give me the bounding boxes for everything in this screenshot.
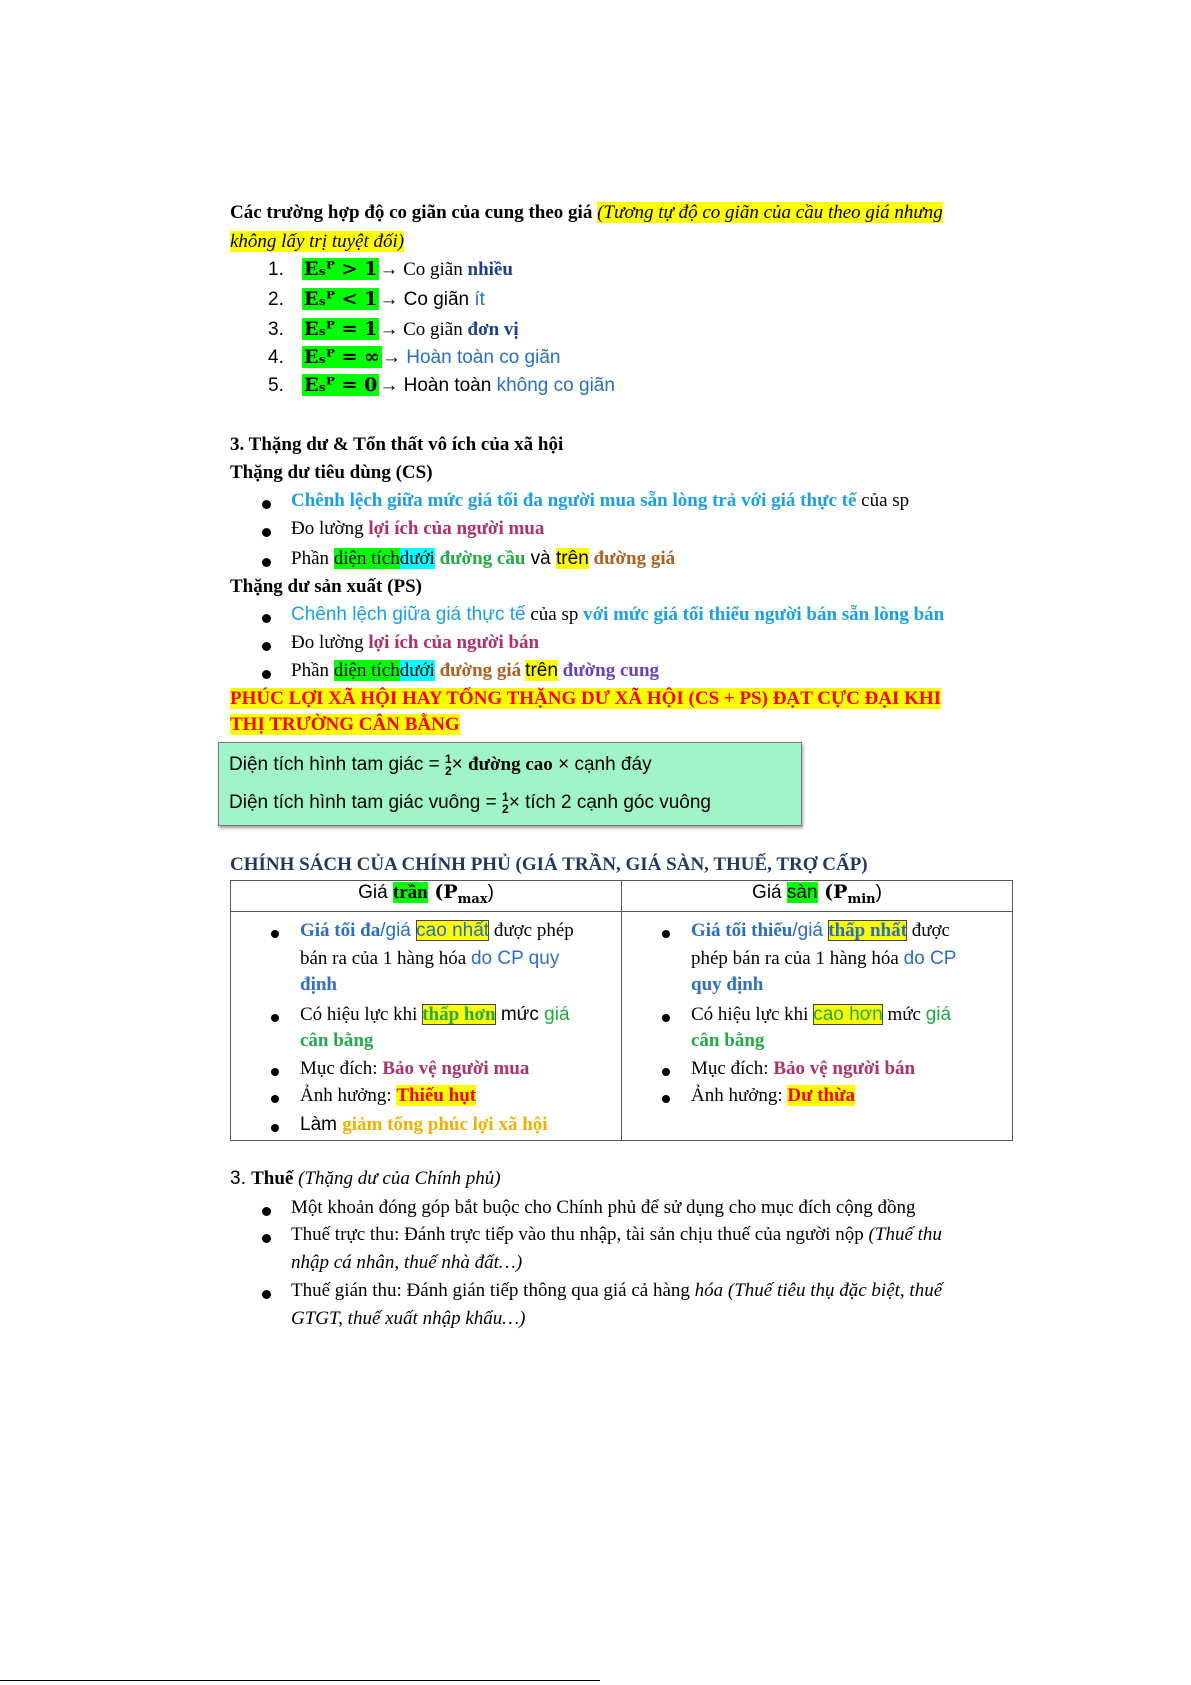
ceiling-b3 <box>300 1058 529 1080</box>
bullet-icon <box>271 1095 279 1103</box>
tax-direct: Thuế trực thu: Đánh trực tiếp vào thu nhập, tài sản chịu thuế của người nộp <box>291 1224 869 1245</box>
formula-line-2 <box>229 791 711 815</box>
elasticity-equation: Eₛᴾ > 1 <box>304 258 378 280</box>
ps-bullet-2 <box>291 632 539 654</box>
bullet-icon <box>662 930 670 938</box>
fraction-half <box>445 753 452 777</box>
elasticity-result: nhiều <box>467 259 513 280</box>
bullet-icon <box>262 1207 271 1216</box>
ps-b2-highlight: lợi ích của người bán <box>368 632 540 653</box>
elasticity-result: ít <box>474 289 485 310</box>
elasticity-result: đơn vị <box>467 319 519 340</box>
cs-b3-area: diện tích <box>333 548 400 569</box>
ceiling-allowed: được phép <box>489 920 574 941</box>
floor-purpose: Mục đích: <box>691 1058 774 1079</box>
elasticity-arrow: → <box>381 347 407 368</box>
cs-bullet-1 <box>291 490 909 512</box>
item-number: 5. <box>268 375 284 396</box>
bullet-icon <box>662 1095 670 1103</box>
ps-bullet-1 <box>291 604 944 626</box>
floor-sold: phép bán ra của 1 hàng hóa <box>691 948 904 969</box>
elasticity-heading <box>230 202 943 224</box>
cs-b3-above: trên <box>556 548 589 569</box>
fraction-half <box>502 791 509 815</box>
floor-b1-line2 <box>691 948 956 970</box>
ceiling-reduce: giảm tổng phúc lợi xã hội <box>342 1114 548 1135</box>
ps-b1-tail: với mức giá tối thiểu người bán sẵn lòng bán <box>583 604 945 625</box>
cs-bullet-3 <box>291 548 675 570</box>
floor-head-b: sàn <box>786 882 818 903</box>
cs-b1-highlight: Chênh lệch giữa mức giá tối đa người mua sẵn lòng trả với giá thực tế <box>291 490 857 511</box>
bullet-icon <box>262 642 271 651</box>
ceiling-max: Giá tối đa <box>300 920 381 941</box>
floor-head-c: (P <box>817 881 848 903</box>
formula-2-lead: Diện tích hình tam giác vuông = <box>229 792 497 814</box>
price-ceiling-header <box>231 881 622 912</box>
elasticity-item <box>268 288 485 311</box>
elasticity-arrow: → Co giãn <box>379 289 475 310</box>
cs-bullet-2 <box>291 518 544 540</box>
floor-b4 <box>691 1085 855 1107</box>
elasticity-arrow: → Co giãn <box>379 259 468 280</box>
bullet-icon <box>262 1234 271 1243</box>
elasticity-equation: Eₛᴾ < 1 <box>304 288 378 310</box>
ceiling-effective: Có hiệu lực khi <box>300 1004 423 1025</box>
welfare-statement-1 <box>230 688 941 710</box>
ps-b3-below: dưới <box>399 660 435 681</box>
bullet-icon <box>662 1014 670 1022</box>
cs-b3-price: đường giá <box>588 548 676 569</box>
bullet-icon <box>262 1290 271 1299</box>
ceiling-highest: cao nhất <box>416 920 490 941</box>
elasticity-item <box>268 318 519 341</box>
ceiling-head-a: Giá <box>358 882 393 903</box>
bullet-icon <box>271 1068 279 1076</box>
formula-line-1 <box>229 753 652 777</box>
floor-head-sub: min <box>847 891 876 907</box>
price-floor-cell <box>622 912 1013 1141</box>
ps-title: Thặng dư sản xuất (PS) <box>230 576 422 597</box>
ceiling-shortage: Thiếu hụt <box>396 1085 477 1106</box>
ceiling-purpose: Mục đích: <box>300 1058 383 1079</box>
formula-1-times: × <box>451 754 469 776</box>
bullet-icon <box>262 614 271 623</box>
bullet-icon <box>271 1124 279 1132</box>
fraction-num: 1 <box>444 752 452 766</box>
formula-box <box>218 742 802 826</box>
bullet-icon <box>262 670 271 679</box>
elasticity-item <box>268 258 513 281</box>
welfare-statement-2 <box>230 714 460 736</box>
floor-surplus: Dư thừa <box>787 1085 856 1106</box>
tax-bullet-1: Một khoản đóng góp bắt buộc cho Chính phủ để sử dụng cho mục đích cộng đồng <box>291 1197 916 1218</box>
ceiling-b1-line1 <box>300 920 574 942</box>
price-ceiling-cell <box>231 912 622 1141</box>
policy-table <box>230 880 1013 1141</box>
floor-level: mức <box>882 1004 926 1025</box>
elasticity-heading-text: Các trường hợp độ co giãn của cung theo giá <box>230 202 593 223</box>
formula-2-tail: × tích 2 cạnh góc vuông <box>508 792 712 814</box>
floor-slash: /giá <box>792 920 829 941</box>
cs-title: Thặng dư tiêu dùng (CS) <box>230 462 433 483</box>
floor-cp: do CP <box>903 948 957 969</box>
ceiling-b2 <box>300 1004 570 1026</box>
fraction-num: 1 <box>502 790 509 804</box>
ceiling-b5 <box>300 1114 548 1136</box>
floor-allowed: được <box>906 920 950 941</box>
ceiling-set: định <box>300 974 337 995</box>
bullet-icon <box>262 528 271 537</box>
ceiling-b1-line2 <box>300 948 559 970</box>
elasticity-heading-note-line2 <box>230 231 404 253</box>
tax-direct-eg: (Thuế thu <box>868 1224 942 1245</box>
elasticity-heading-note-2: không lấy trị tuyệt đối) <box>230 231 405 252</box>
item-number: 1. <box>268 259 284 280</box>
ceiling-head-b: trần <box>392 882 428 903</box>
tax-bullet-2 <box>291 1224 942 1246</box>
floor-set: quy định <box>691 974 764 995</box>
welfare-text-2: THỊ TRƯỜNG CÂN BẰNG <box>230 714 460 735</box>
fraction-den: 2 <box>444 764 452 778</box>
ps-b3-area: diện tích <box>333 660 400 681</box>
ps-b1-mid: của sp <box>525 604 584 625</box>
elasticity-equation: Eₛᴾ = 1 <box>304 318 378 340</box>
floor-impact: Ảnh hưởng: <box>691 1085 788 1106</box>
elasticity-arrow: → Hoàn toàn <box>379 375 497 396</box>
tax-indirect-eg-2: GTGT, thuế xuất nhập khẩu…) <box>291 1308 526 1329</box>
elasticity-arrow: → Co giãn <box>379 319 468 340</box>
price-floor-header <box>622 881 1013 912</box>
item-number: 2. <box>268 289 284 310</box>
floor-equilibrium: cân bằng <box>691 1030 765 1051</box>
elasticity-item <box>268 374 615 397</box>
tax-bullet-3 <box>291 1280 942 1302</box>
elasticity-equation: Eₛᴾ = ∞ <box>304 346 380 368</box>
tax-indirect: Thuế gián thu: Đánh gián tiếp thông qua giá cả hàng <box>291 1280 695 1301</box>
cs-b2-lead: Đo lường <box>291 518 369 539</box>
tax-title <box>230 1168 501 1190</box>
item-number: 4. <box>268 347 284 368</box>
formula-1-height: đường cao <box>468 754 553 776</box>
floor-higher: cao hơn <box>813 1004 883 1025</box>
formula-1-base: × cạnh đáy <box>552 754 652 776</box>
ceiling-protect: Bảo vệ người mua <box>382 1058 530 1079</box>
tax-title-note: (Thặng dư của Chính phủ) <box>293 1168 501 1189</box>
welfare-text-1: PHÚC LỢI XÃ HỘI HAY TỔNG THẶNG DƯ XÃ HỘI (CS + PS) ĐẠT CỰC ĐẠI KHI <box>230 688 942 709</box>
floor-price: giá <box>925 1004 952 1025</box>
ceiling-b4 <box>300 1085 476 1107</box>
ceiling-price: giá <box>544 1004 570 1025</box>
ceiling-slash: /giá <box>380 920 417 941</box>
ps-b3-price: đường giá <box>434 660 522 681</box>
cs-b1-tail: của sp <box>856 490 910 511</box>
ceiling-equilibrium: cân bằng <box>300 1030 374 1051</box>
floor-head-a: Giá <box>752 882 787 903</box>
floor-protect: Bảo vệ người bán <box>773 1058 916 1079</box>
bullet-icon <box>262 500 271 509</box>
ps-b1-highlight: Chênh lệch giữa giá thực tế <box>291 604 526 625</box>
ps-b2-lead: Đo lường <box>291 632 369 653</box>
ceiling-cp: do CP quy <box>470 948 560 969</box>
tax-direct-eg-2: nhập cá nhân, thuế nhà đất…) <box>291 1252 523 1273</box>
ceiling-lower: thấp hơn <box>422 1004 496 1025</box>
ceiling-sold: bán ra của 1 hàng hóa <box>300 948 471 969</box>
floor-lowest: thấp nhất <box>828 920 907 941</box>
ceiling-head-c: (P <box>427 881 458 903</box>
cs-b3-demand: đường cầu <box>434 548 526 569</box>
policy-title: CHÍNH SÁCH CỦA CHÍNH PHỦ (GIÁ TRẦN, GIÁ SÀN, THUẾ, TRỢ CẤP) <box>230 854 868 875</box>
bullet-icon <box>271 1014 279 1022</box>
cs-b3-below: dưới <box>399 548 435 569</box>
tax-title-num: 3. <box>230 1168 252 1189</box>
ceiling-level: mức <box>495 1004 545 1025</box>
floor-b3 <box>691 1058 915 1080</box>
floor-b1-line1 <box>691 920 950 942</box>
item-number: 3. <box>268 319 284 340</box>
floor-head-d: ) <box>875 882 882 903</box>
cs-b3-lead: Phần <box>291 548 334 569</box>
elasticity-heading-note: (Tương tự độ co giãn của cầu theo giá nhưng <box>597 202 943 223</box>
cs-b2-highlight: lợi ích của người mua <box>368 518 545 539</box>
bullet-icon <box>662 1068 670 1076</box>
bullet-icon <box>271 930 279 938</box>
ceiling-impact: Ảnh hưởng: <box>300 1085 397 1106</box>
ps-b3-supply: đường cung <box>557 660 660 681</box>
bullet-icon <box>262 558 271 567</box>
cs-b3-and: và <box>525 548 557 569</box>
ps-b3-lead: Phần <box>291 660 334 681</box>
formula-1-lead: Diện tích hình tam giác = <box>229 754 440 776</box>
elasticity-result: Hoàn toàn co giãn <box>406 347 561 368</box>
fraction-den: 2 <box>502 802 509 816</box>
floor-effective: Có hiệu lực khi <box>691 1004 814 1025</box>
ps-bullet-3 <box>291 660 659 682</box>
surplus-title: 3. Thặng dư & Tổn thất vô ích của xã hội <box>230 434 564 455</box>
elasticity-equation: Eₛᴾ = 0 <box>304 374 378 396</box>
ceiling-head-sub: max <box>457 891 488 907</box>
floor-b2 <box>691 1004 951 1026</box>
footer-rule <box>0 1680 600 1681</box>
elasticity-item <box>268 346 560 369</box>
floor-min: Giá tối thiểu <box>691 920 793 941</box>
ps-b3-above: trên <box>525 660 558 681</box>
tax-title-word: Thuế <box>251 1168 294 1189</box>
ceiling-make: Làm <box>300 1114 343 1135</box>
elasticity-result: không co giãn <box>496 375 615 396</box>
ceiling-head-d: ) <box>487 882 494 903</box>
tax-indirect-eg: hóa (Thuế tiêu thụ đặc biệt, thuế <box>694 1280 943 1301</box>
